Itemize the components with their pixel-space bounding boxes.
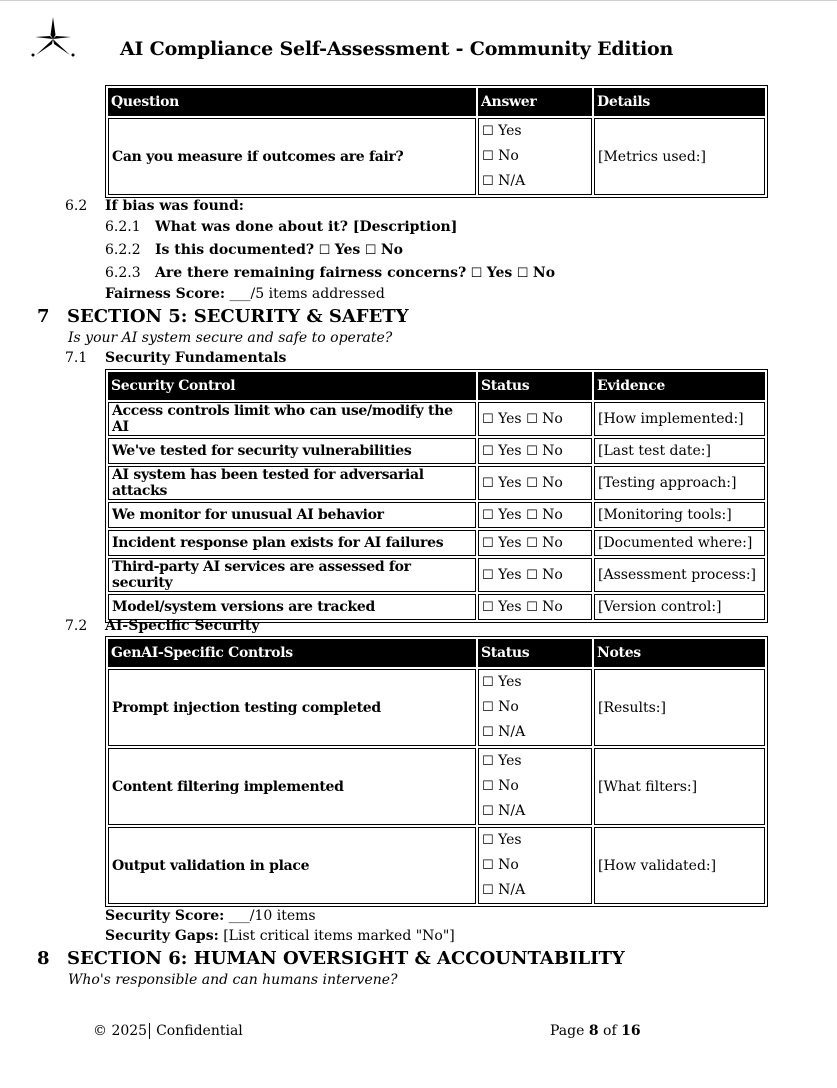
notes-cell: [What filters:]	[594, 748, 765, 825]
checkbox-no[interactable]: ☐ No	[526, 507, 563, 523]
security-score: Security Score: ___/10 items	[105, 908, 316, 924]
subsection-heading: 7.1 Security Fundamentals	[65, 350, 287, 366]
status-cell	[478, 748, 592, 825]
notes-cell: [Results:]	[594, 669, 765, 746]
checkbox-yes[interactable]: ☐ Yes	[482, 599, 522, 615]
checkbox-yes[interactable]: ☐ Yes	[482, 411, 522, 427]
table-row	[108, 402, 765, 436]
control-cell: Third-party AI services are assessed for security	[108, 558, 476, 592]
checkbox-no[interactable]: ☐ No	[526, 475, 563, 491]
checkbox-na[interactable]: ☐ N/A	[482, 724, 526, 740]
table-row	[108, 669, 765, 746]
checkbox-no[interactable]: ☐ No	[482, 857, 519, 873]
table-row	[108, 502, 765, 528]
status-cell	[478, 466, 592, 500]
column-header: Security Control	[108, 372, 476, 400]
checkbox-no[interactable]: ☐ No	[482, 148, 519, 164]
checkbox-no[interactable]: ☐ No	[482, 699, 519, 715]
checkbox-yes[interactable]: ☐ Yes	[482, 674, 522, 690]
checkbox-yes[interactable]: ☐ Yes	[482, 507, 522, 523]
section-heading: 7 SECTION 5: SECURITY & SAFETY	[37, 306, 409, 327]
checkbox-no[interactable]: ☐ No	[526, 443, 563, 459]
checkbox-no[interactable]: ☐ No	[482, 778, 519, 794]
security-gaps: Security Gaps: [List critical items marked "No"]	[105, 928, 455, 944]
checkbox-na[interactable]: ☐ N/A	[482, 803, 526, 819]
document-title: AI Compliance Self-Assessment - Community Edition	[120, 38, 674, 60]
evidence-cell: [Documented where:]	[594, 530, 765, 556]
control-cell: Incident response plan exists for AI failures	[108, 530, 476, 556]
genai-controls-table	[105, 636, 768, 907]
table-row	[108, 530, 765, 556]
table-row	[108, 827, 765, 904]
status-cell	[478, 530, 592, 556]
question-cell: Can you measure if outcomes are fair?	[108, 118, 476, 195]
checkbox-yes[interactable]: ☐ Yes	[482, 832, 522, 848]
checkbox-yes[interactable]: ☐ Yes	[482, 753, 522, 769]
checkbox-yes[interactable]: ☐ Yes	[482, 535, 522, 551]
security-fundamentals-table	[105, 369, 768, 623]
evidence-cell: [How implemented:]	[594, 402, 765, 436]
column-header: Evidence	[594, 372, 765, 400]
evidence-cell: [Assessment process:]	[594, 558, 765, 592]
table-row	[108, 466, 765, 500]
footer-left: © 2025 Confidential	[93, 1023, 243, 1039]
checkbox-yes[interactable]: ☐ Yes	[482, 443, 522, 459]
fairness-table	[105, 85, 768, 198]
table-row	[108, 438, 765, 464]
column-header: Answer	[478, 88, 592, 116]
column-header: GenAI-Specific Controls	[108, 639, 476, 667]
section-heading: 8 SECTION 6: HUMAN OVERSIGHT & ACCOUNTABILITY	[37, 948, 625, 969]
checkbox-no[interactable]: ☐ No	[526, 535, 563, 551]
status-cell	[478, 594, 592, 620]
column-header: Details	[594, 88, 765, 116]
checkbox-yes[interactable]: ☐ Yes	[482, 475, 522, 491]
status-cell	[478, 502, 592, 528]
evidence-cell: [Testing approach:]	[594, 466, 765, 500]
subsection-heading: 7.2 AI-Specific Security	[65, 618, 260, 634]
bias-heading: 6.2 If bias was found:	[65, 198, 244, 214]
control-cell: Access controls limit who can use/modify the AI	[108, 402, 476, 436]
fairness-score: Fairness Score: ___/5 items addressed	[105, 286, 385, 302]
answer-cell	[478, 118, 592, 195]
checkbox-no[interactable]: ☐ No	[526, 599, 563, 615]
status-cell	[478, 558, 592, 592]
notes-cell: [How validated:]	[594, 827, 765, 904]
status-cell	[478, 669, 592, 746]
checkbox-yes[interactable]: ☐	[470, 266, 483, 281]
control-cell: AI system has been tested for adversarial attacks	[108, 466, 476, 500]
checkbox-no[interactable]: ☐	[516, 266, 529, 281]
checkbox-no[interactable]: ☐ No	[526, 567, 563, 583]
table-row	[108, 748, 765, 825]
column-header: Notes	[594, 639, 765, 667]
table-row	[108, 558, 765, 592]
checkbox-no[interactable]: ☐ No	[526, 411, 563, 427]
compass-star-icon	[30, 15, 76, 61]
checkbox-yes[interactable]: ☐ Yes	[482, 123, 522, 139]
section-subtitle: Who's responsible and can humans intervene?	[68, 972, 398, 988]
bias-item: 6.2.1 What was done about it? [Description]	[105, 219, 458, 235]
checkbox-yes[interactable]: ☐ Yes	[482, 567, 522, 583]
checkbox-no[interactable]: ☐	[364, 243, 377, 258]
bias-item: 6.2.3 Are there remaining fairness concerns? ☐ Yes ☐ No	[105, 265, 556, 281]
status-cell	[478, 402, 592, 436]
column-header: Question	[108, 88, 476, 116]
evidence-cell: [Monitoring tools:]	[594, 502, 765, 528]
bias-item: 6.2.2 Is this documented? ☐ Yes ☐ No	[105, 242, 403, 258]
control-cell: Model/system versions are tracked	[108, 594, 476, 620]
table-row	[108, 118, 765, 195]
status-cell	[478, 827, 592, 904]
control-cell: We've tested for security vulnerabilities	[108, 438, 476, 464]
checkbox-na[interactable]: ☐ N/A	[482, 173, 526, 189]
evidence-cell: [Last test date:]	[594, 438, 765, 464]
control-cell: Output validation in place	[108, 827, 476, 904]
control-cell: We monitor for unusual AI behavior	[108, 502, 476, 528]
control-cell: Content filtering implemented	[108, 748, 476, 825]
page-number: Page 8 of 16	[550, 1023, 641, 1039]
checkbox-na[interactable]: ☐ N/A	[482, 882, 526, 898]
section-subtitle: Is your AI system secure and safe to operate?	[68, 330, 393, 346]
status-cell	[478, 438, 592, 464]
checkbox-yes[interactable]: ☐	[318, 243, 331, 258]
column-header: Status	[478, 639, 592, 667]
control-cell: Prompt injection testing completed	[108, 669, 476, 746]
details-cell: [Metrics used:]	[594, 118, 765, 195]
table-row	[108, 594, 765, 620]
column-header: Status	[478, 372, 592, 400]
evidence-cell: [Version control:]	[594, 594, 765, 620]
